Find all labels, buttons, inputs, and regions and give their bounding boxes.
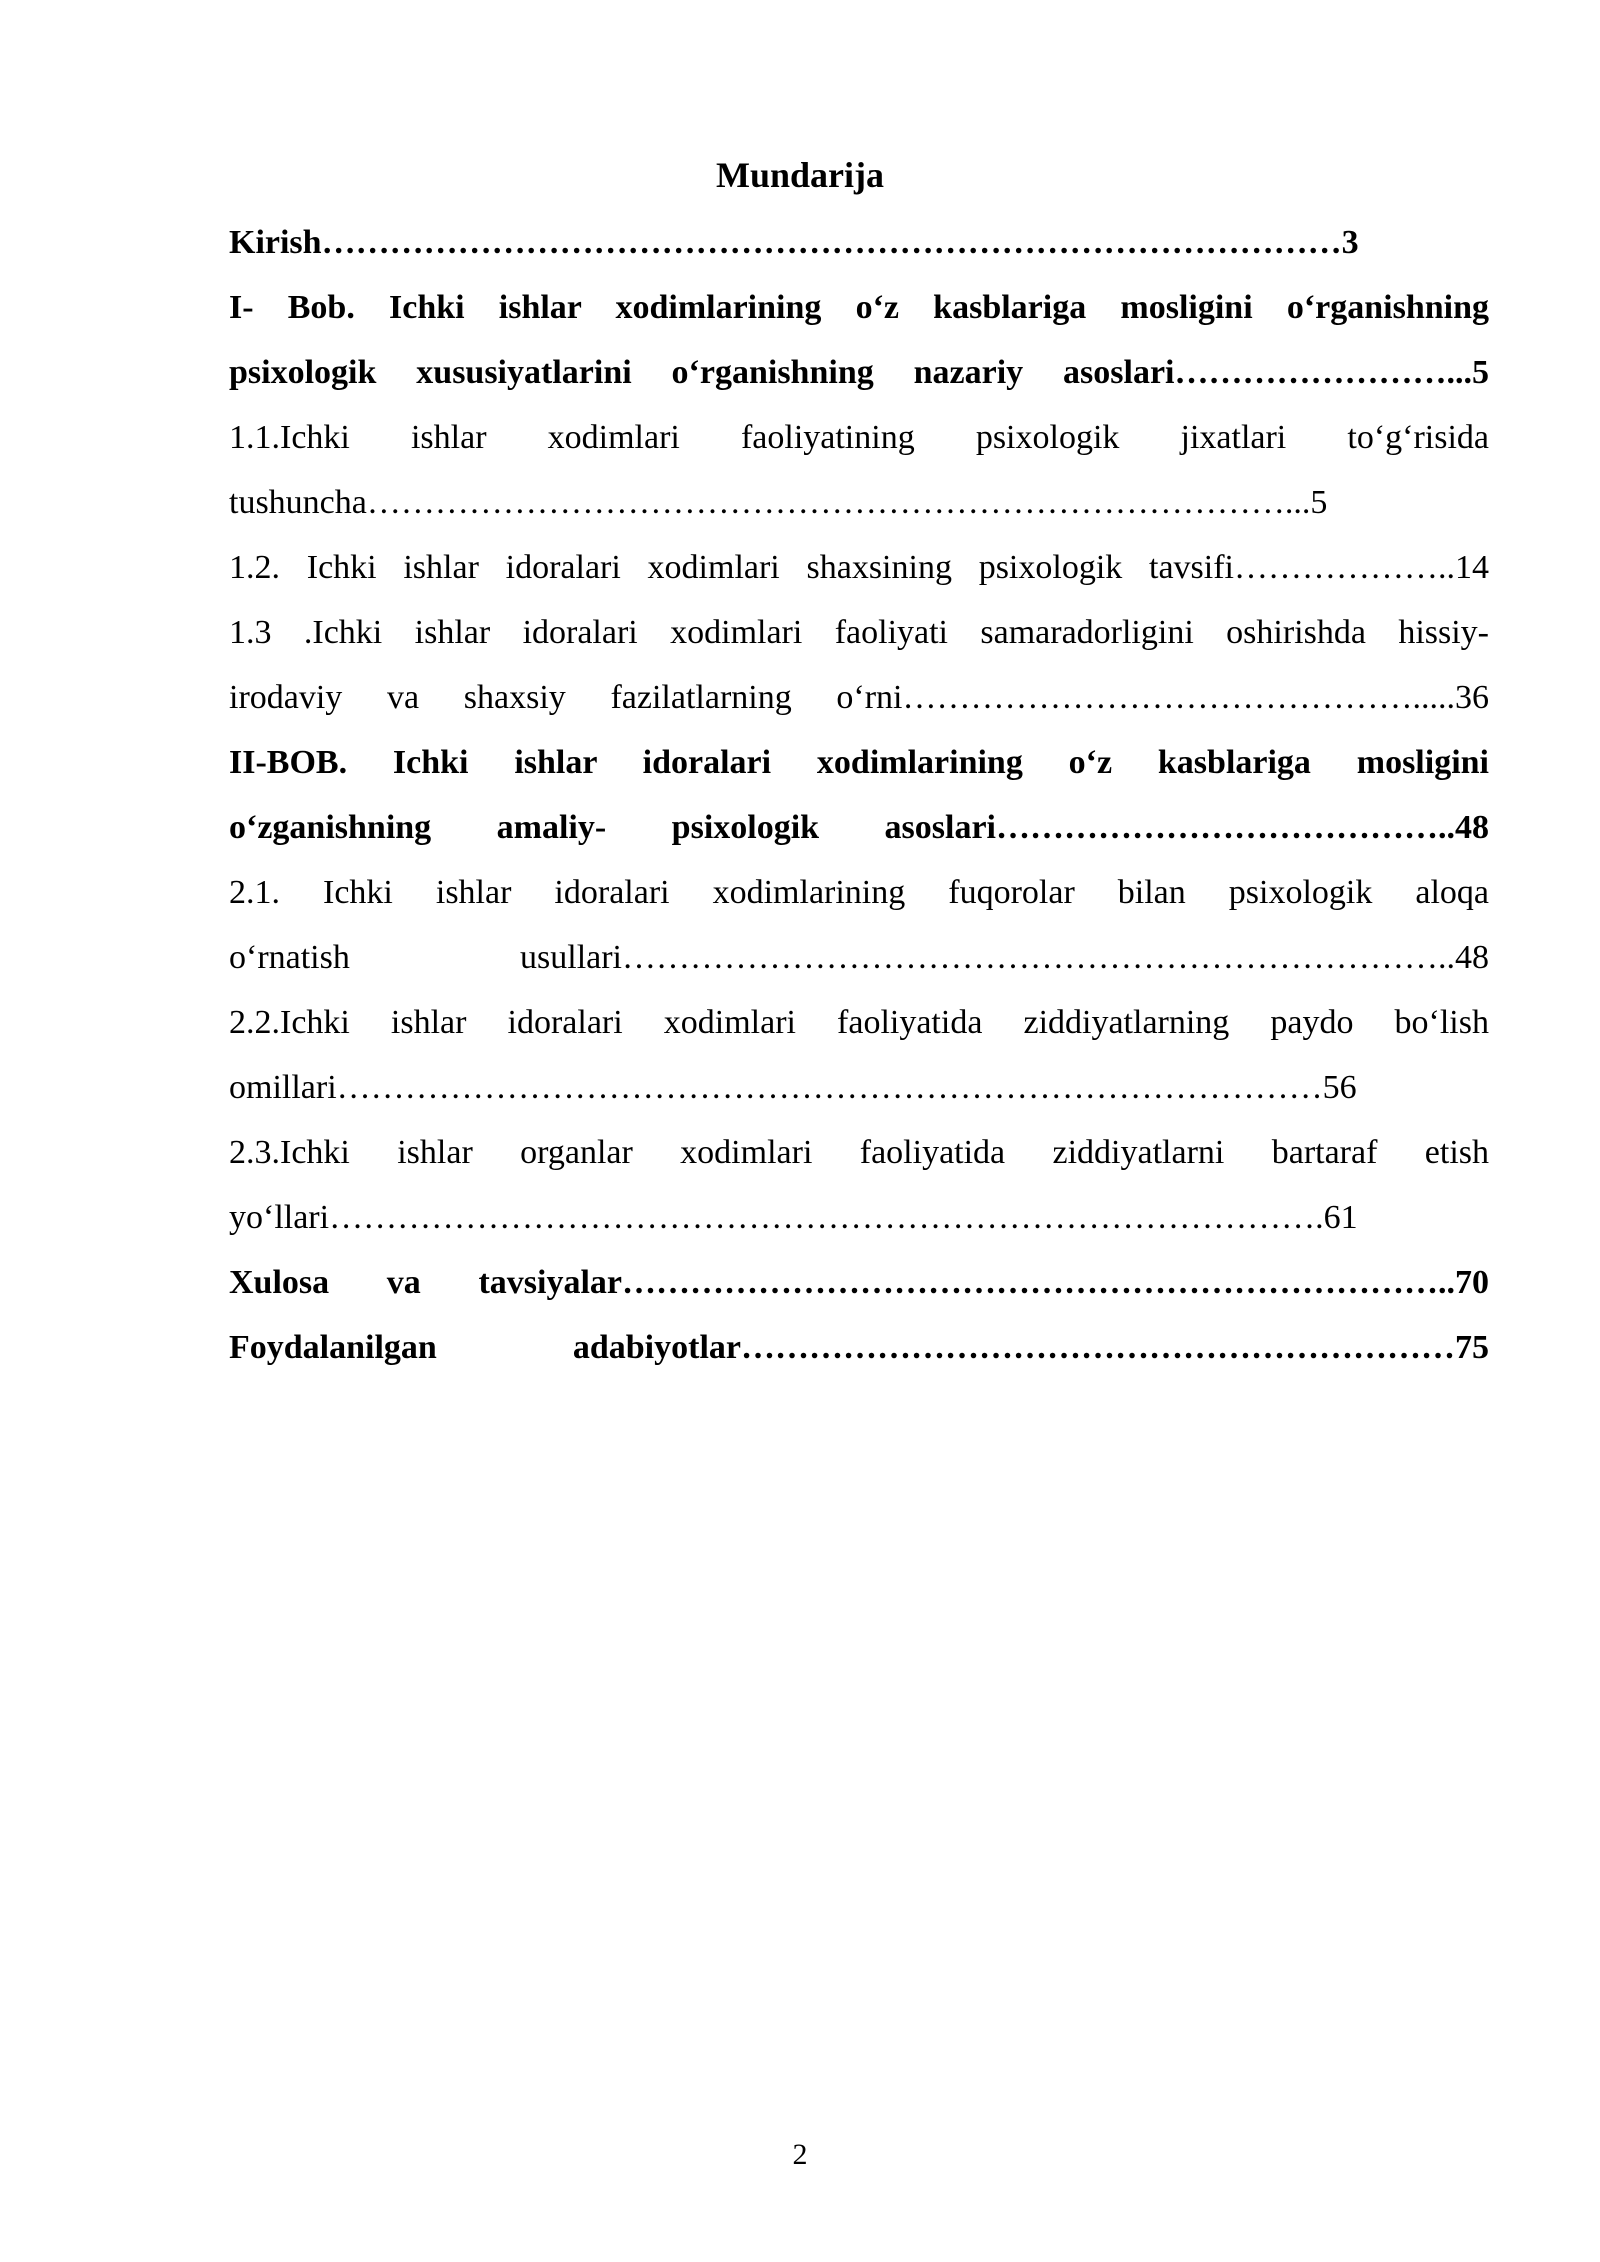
toc-entry-2-1-line-2: o‘rnatish usullari………………………………………………………………..48	[229, 939, 1489, 976]
toc-title: Mundarija	[715, 155, 884, 195]
toc-entry-chapter-1-line-2: psixologik xususiyatlarini o‘rganishning nazariy asoslari……………………...5	[229, 354, 1489, 391]
toc-entry-1-1-line-2: tushuncha………………………………………………………………………...5	[229, 484, 1328, 521]
toc-entry-2-3-line-2: yo‘llari…………………………………………………………………………….61	[229, 1199, 1358, 1236]
toc-entry-xulosa: Xulosa va tavsiyalar………………………………………………………………..70	[229, 1264, 1489, 1301]
toc-entry-chapter-1-line-1: I- Bob. Ichki ishlar xodimlarining o‘z kasblariga mosligini o‘rganishning	[229, 289, 1489, 326]
toc-entry-2-3-line-1: 2.3.Ichki ishlar organlar xodimlari faoliyatida ziddiyatlarni bartaraf etish	[229, 1134, 1489, 1171]
toc-entry-1-3-line-2: irodaviy va shaxsiy fazilatlarning o‘rni……………………………………….....36	[229, 679, 1489, 716]
toc-entry-chapter-2-line-1: II-BOB. Ichki ishlar idoralari xodimlarining o‘z kasblariga mosligini	[229, 744, 1489, 781]
toc-entry-2-1-line-1: 2.1. Ichki ishlar idoralari xodimlarining fuqorolar bilan psixologik aloqa	[229, 874, 1489, 911]
toc-entry-1-1-line-1: 1.1.Ichki ishlar xodimlari faoliyatining psixologik jixatlari to‘g‘risida	[229, 419, 1489, 456]
toc-entry-2-2-line-2: omillari……………………………………………………………………………56	[229, 1069, 1357, 1106]
toc-entry-1-2: 1.2. Ichki ishlar idoralari xodimlari shaxsining psixologik tavsifi………………..14	[229, 549, 1489, 586]
table-of-contents	[229, 210, 1489, 1380]
toc-entry-1-3-line-1: 1.3 .Ichki ishlar idoralari xodimlari faoliyati samaradorligini oshirishda hissiy-	[229, 614, 1489, 651]
toc-entry-2-2-line-1: 2.2.Ichki ishlar idoralari xodimlari faoliyatida ziddiyatlarning paydo bo‘lish	[229, 1004, 1489, 1041]
toc-entry-kirish: Kirish………………………………………………………………………………3	[229, 224, 1359, 261]
toc-entry-adabiyotlar: Foydalanilgan adabiyotlar………………………………………………………75	[229, 1329, 1489, 1366]
toc-entry-chapter-2-line-2: o‘zganishning amaliy- psixologik asoslari…………………………………..48	[229, 809, 1489, 846]
page-number: 2	[792, 2138, 808, 2171]
